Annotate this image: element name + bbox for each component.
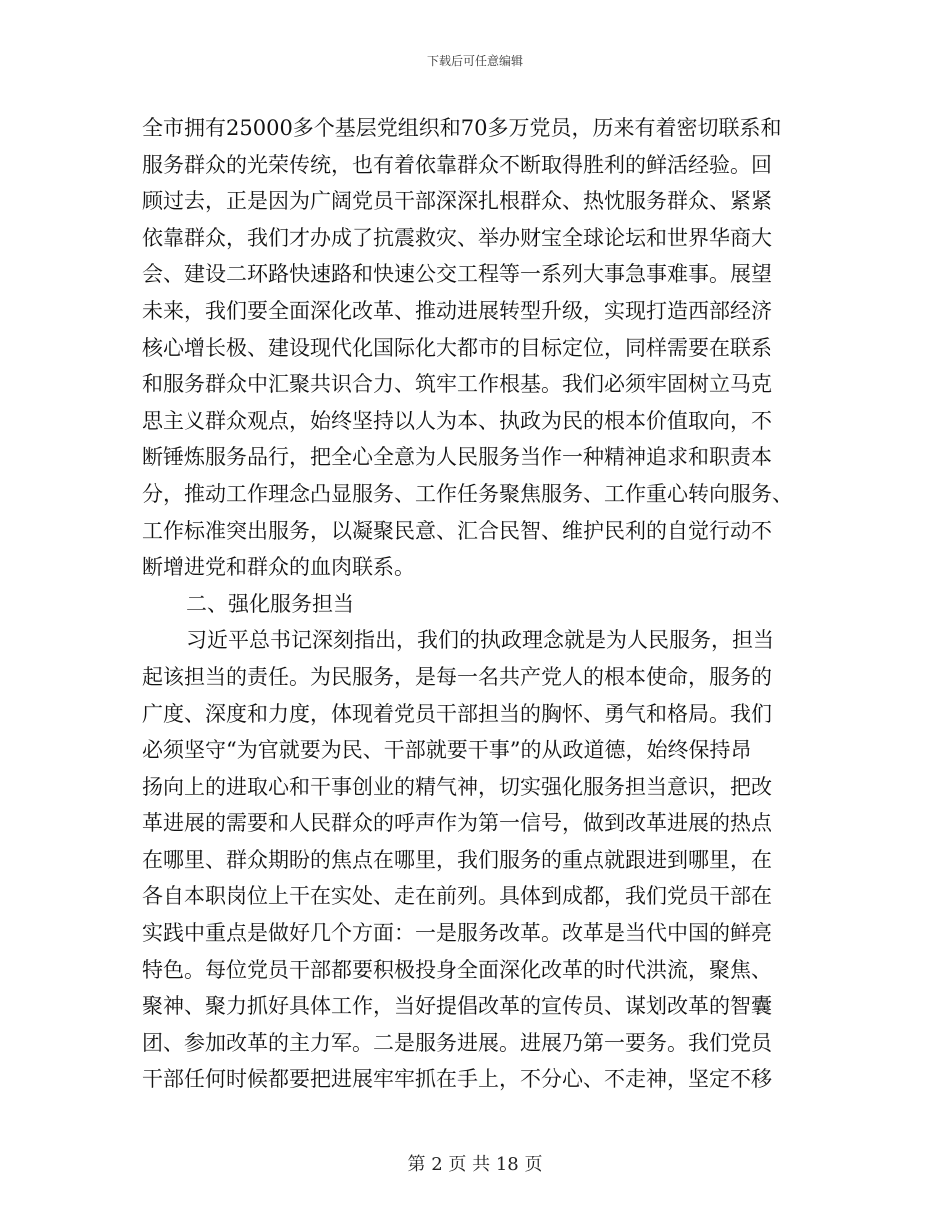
body-line: 工作标准突出服务，以凝聚民意、汇合民智、维护民利的自觉行动不	[142, 518, 772, 543]
body-line: 实践中重点是做好几个方面：一是服务改革。改革是当代中国的鲜亮	[142, 921, 772, 946]
body-line: 分，推动工作理念凸显服务、工作任务聚焦服务、工作重心转向服务、	[142, 481, 793, 506]
body-line: 未来，我们要全面深化改革、推动进展转型升级，实现打造西部经济	[142, 298, 772, 323]
page-header: 下载后可任意编辑	[426, 54, 523, 68]
body-line: 扬向上的进取心和干事创业的精气神，切实强化服务担当意识，把改	[142, 774, 772, 799]
body-line: 断锤炼服务品行，把全心全意为人民服务当作一种精神追求和职责本	[142, 445, 772, 470]
body-line: 核心增长极、建设现代化国际化大都市的目标定位，同样需要在联系	[142, 335, 772, 360]
section-heading: 二、强化服务担当	[186, 591, 354, 616]
body-line: 会、建设二环路快速路和快速公交工程等一系列大事急事难事。展望	[142, 262, 772, 287]
body-line: 断增进党和群众的血肉联系。	[142, 555, 415, 580]
document-body	[142, 110, 810, 1098]
body-line: 广度、深度和力度，体现着党员干部担当的胸怀、勇气和格局。我们	[142, 701, 772, 726]
body-line: 团、参加改革的主力军。二是服务进展。进展乃第一要务。我们党员	[142, 1030, 772, 1055]
body-line: 在哪里、群众期盼的焦点在哪里，我们服务的重点就跟进到哪里，在	[142, 847, 772, 872]
body-line: 干部任何时候都要把进展牢牢抓在手上，不分心、不走神，坚定不移	[142, 1067, 772, 1092]
body-line: 顾过去，正是因为广阔党员干部深深扎根群众、热忱服务群众、紧紧	[142, 189, 772, 214]
body-line: 必须坚守“为官就要为民、干部就要干事”的从政道德，始终保持昂	[142, 738, 752, 763]
body-line: 聚神、聚力抓好具体工作，当好提倡改革的宣传员、谋划改革的智囊	[142, 994, 772, 1019]
body-line: 依靠群众，我们才办成了抗震救灾、举办财宝全球论坛和世界华商大	[142, 225, 772, 250]
body-line: 和服务群众中汇聚共识合力、筑牢工作根基。我们必须牢固树立马克	[142, 372, 772, 397]
body-line: 服务群众的光荣传统，也有着依靠群众不断取得胜利的鲜活经验。回	[142, 152, 772, 177]
body-line: 全市拥有25000多个基层党组织和70多万党员，历来有着密切联系和	[142, 116, 782, 140]
body-line: 各自本职岗位上干在实处、走在前列。具体到成都，我们党员干部在	[142, 884, 772, 909]
body-line: 习近平总书记深刻指出，我们的执政理念就是为人民服务，担当	[186, 628, 774, 653]
body-line: 革进展的需要和人民群众的呼声作为第一信号，做到改革进展的热点	[142, 811, 772, 836]
page-footer: 第 2 页 共 18 页	[407, 1154, 543, 1175]
body-line: 起该担当的责任。为民服务，是每一名共产党人的根本使命，服务的	[142, 664, 772, 689]
body-line: 思主义群众观点，始终坚持以人为本、执政为民的根本价值取向，不	[142, 408, 772, 433]
body-line: 特色。每位党员干部都要积极投身全面深化改革的时代洪流，聚焦、	[142, 957, 772, 982]
